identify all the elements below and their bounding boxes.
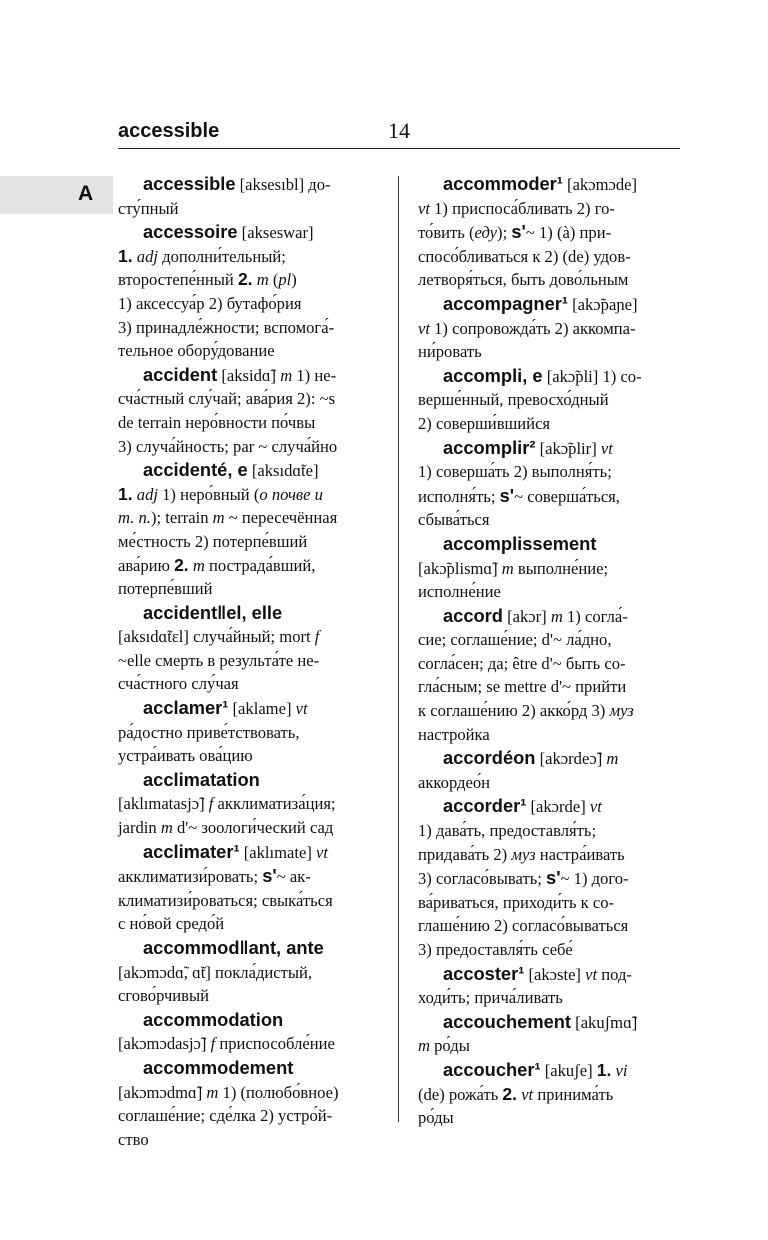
definition-text: дополни́тельный; <box>157 246 286 266</box>
definition-text: (de) рожа́ть <box>418 1084 503 1104</box>
definition-text: [aklımatasjɔ̃] <box>118 794 209 814</box>
sense-number: 2. <box>237 269 253 290</box>
definition-text: придава́ть 2) <box>418 844 512 864</box>
entry-text-line <box>418 819 682 843</box>
definition-text: [akɔmɔdmɑ̃] <box>118 1082 207 1102</box>
definition-text: потерпе́вший <box>118 579 213 599</box>
definition-text: ~ ак- <box>276 867 311 887</box>
page-number: 14 <box>388 118 410 143</box>
entry-text-line <box>418 1083 682 1107</box>
entry-headword-line <box>418 604 682 629</box>
thumb-index-letter: A <box>78 182 94 205</box>
headword: accordéon <box>443 747 536 769</box>
definition-text: сча́стного слу́чая <box>118 674 239 694</box>
definition-text: настройка <box>418 724 490 744</box>
entry-text-line <box>118 721 382 745</box>
entry-text-line <box>118 792 382 816</box>
entry-headword-line <box>418 532 682 557</box>
definition-text: пострада́вший, <box>204 555 316 575</box>
entry-text-line <box>418 580 682 604</box>
entry-text-line <box>418 986 682 1010</box>
entry-headword-line <box>118 601 382 626</box>
entry-headword-line <box>418 292 682 317</box>
definition-text: сту́пный <box>118 198 179 218</box>
definition-text: под- <box>597 964 632 984</box>
definition-text: ни́ровать <box>418 342 482 362</box>
headword: accoucher¹ <box>443 1058 541 1080</box>
grammar-label: f <box>314 627 320 647</box>
entry-text-line <box>418 388 682 412</box>
definition-text: ство <box>118 1129 149 1149</box>
definition-text: [akseswar] <box>237 223 314 243</box>
headword: accouchement <box>443 1010 572 1032</box>
definition-text: [aksıdɑ̃te] <box>247 461 319 481</box>
definition-text: 1) (полюбо́вное) <box>218 1082 339 1102</box>
definition-text: аккордео́н <box>418 772 491 792</box>
sense-number: 2. <box>502 1083 518 1104</box>
entry-text-line <box>418 340 682 364</box>
entry-text-line <box>118 316 382 340</box>
definition-text: климатизи́роваться; свыка́ться <box>118 890 333 910</box>
definition-text: второстепе́нный <box>118 270 238 290</box>
running-head <box>118 118 680 149</box>
entry-text-line <box>118 912 382 936</box>
entry-text-line <box>418 508 682 532</box>
definition-text: ходи́ть; прича́ливать <box>418 988 563 1008</box>
grammar-label: f <box>208 794 214 814</box>
entry-text-line <box>418 557 682 581</box>
grammar-label: m <box>206 1082 219 1102</box>
definition-text: сие; соглаше́ние; d'~ ла́дно, <box>418 630 612 650</box>
entry-text-line <box>418 723 682 747</box>
grammar-label: еду <box>474 223 498 243</box>
definition-text: ); <box>497 223 512 243</box>
entry-text-line <box>418 484 682 509</box>
definition-text: [akɔ̃paɲe] <box>567 294 638 314</box>
entry-text-line <box>418 891 682 915</box>
definition-text: летворя́ться, быть дово́льным <box>418 270 629 290</box>
entry-headword-line <box>118 1056 382 1081</box>
entry-headword-line <box>118 458 382 483</box>
headword: accommodation <box>143 1008 284 1030</box>
definition-text: [akɔmɔde] <box>562 175 638 194</box>
definition-text: ~elle смерть в результа́те не- <box>118 650 320 670</box>
definition-text: принима́ть <box>533 1084 614 1104</box>
grammar-label: f <box>210 1034 216 1054</box>
grammar-label: m <box>550 606 563 626</box>
headword: acclimater¹ <box>143 840 240 862</box>
definition-text: [akɔ̃plir] <box>535 438 601 458</box>
grammar-label: vt <box>585 964 598 984</box>
entry-text-line <box>118 864 382 889</box>
entry-text-line <box>418 460 682 484</box>
entry-text-line <box>118 1128 382 1152</box>
entry-text-line <box>118 483 382 507</box>
entry-text-line <box>418 197 682 221</box>
sense-number: 1. <box>118 483 133 504</box>
headword: accommoder¹ <box>443 173 563 194</box>
entry-headword-line <box>118 768 382 793</box>
entry-text-line <box>118 554 382 578</box>
grammar-label: о почве и <box>259 484 323 504</box>
sense-number: 1. <box>118 245 133 266</box>
headword: accompli, e <box>443 364 543 386</box>
grammar-label: vt <box>589 797 602 817</box>
entry-text-line <box>418 1034 682 1058</box>
headword: accessible <box>143 173 236 194</box>
definition-text: ва́риваться, приходи́ть к со- <box>418 892 615 912</box>
entry-text-line <box>418 1106 682 1130</box>
entry-text-line <box>118 1104 382 1128</box>
entry-headword-line <box>118 840 382 865</box>
entry-text-line <box>118 625 382 649</box>
entry-headword-line <box>418 436 682 461</box>
grammar-label: m <box>280 365 293 385</box>
headword: accident‖el, elle <box>143 601 283 623</box>
running-head-word: accessible <box>118 120 220 142</box>
grammar-label: vt <box>521 1084 534 1104</box>
definition-text: [akɔr] <box>502 606 551 626</box>
definition-text: исполня́ть; <box>418 486 500 506</box>
entry-text-line <box>118 649 382 673</box>
grammar-label: vt <box>295 699 308 719</box>
definition-text: [akuʃmɑ̃] <box>571 1012 638 1032</box>
definition-text: 1) согла́- <box>562 606 628 626</box>
definition-text: то́вить ( <box>418 223 475 243</box>
definition-text: [akɔ̃pli] 1) со- <box>542 366 642 386</box>
definition-text: согла́сен; да; être d'~ быть со- <box>418 653 626 673</box>
entry-text-line <box>118 672 382 696</box>
grammar-label: m <box>606 749 619 769</box>
entry-text-line <box>118 435 382 459</box>
definition-text: настра́ивать <box>535 844 625 864</box>
headword: accord <box>443 604 503 626</box>
definition-text: ( <box>268 270 279 290</box>
grammar-label: vt <box>418 198 430 218</box>
headword: accommod‖ant, ante <box>143 937 324 958</box>
definition-text: [akuʃe] <box>540 1060 597 1080</box>
sense-number: 2. <box>174 554 189 575</box>
definition-text: [akɔmɔdasjɔ̃] <box>118 1034 211 1054</box>
grammar-label: m <box>192 555 205 575</box>
definition-text: ) <box>291 270 297 290</box>
entry-headword-line <box>418 364 682 389</box>
headword: acclamer¹ <box>143 697 229 719</box>
definition-text: ~ пересечённая <box>224 508 338 528</box>
definition-text: спосо́бливаться к 2) (de) удов- <box>418 246 631 266</box>
definition-text: устра́ивать ова́цию <box>118 746 253 766</box>
entry-text-line <box>118 816 382 840</box>
entry-text-line <box>418 675 682 699</box>
definition-text: 1) соверша́ть 2) выполня́ть; <box>418 462 612 482</box>
grammar-label: vt <box>316 842 329 862</box>
definition-text: акклиматизи́ровать; <box>118 867 263 887</box>
definition-text: исполне́ние <box>418 582 501 602</box>
grammar-label: vt <box>418 318 430 338</box>
entry-text-line <box>418 771 682 795</box>
definition-text: d'~ зоологи́ческий сад <box>172 818 334 838</box>
definition-text: [akɔrde] <box>526 797 590 817</box>
definition-text: [aksıdɑ̃tɛl] случа́йный; mort <box>118 627 315 647</box>
headword: s' <box>546 867 561 889</box>
grammar-label: vi <box>615 1060 628 1080</box>
definition-text: ~ 1) дого- <box>560 869 629 889</box>
definition-text: [akɔrdeɔ̃] <box>535 749 607 769</box>
left-column <box>118 172 382 1151</box>
definition-text: с но́вой средо́й <box>118 914 225 934</box>
definition-text: [akɔmɔdɑ̃, ɑ̃t] покла́дистый, <box>118 962 313 982</box>
entry-text-line <box>118 1081 382 1105</box>
definition-text: ); terrain <box>150 508 213 528</box>
entry-text-line <box>418 317 682 341</box>
definition-text: сбыва́ться <box>418 510 490 530</box>
grammar-label: m <box>418 1036 430 1056</box>
definition-text: 3) принадле́жности; вспомога́- <box>118 317 335 337</box>
definition-text: 1) неро́вный ( <box>157 484 260 504</box>
entry-text-line <box>418 914 682 938</box>
grammar-label: m <box>256 270 269 290</box>
definition-text: 1) сопровожда́ть 2) аккомпа- <box>429 318 636 338</box>
grammar-label: муз <box>511 844 536 864</box>
entry-text-line <box>118 577 382 601</box>
definition-text: к соглаше́нию 2) акко́рд 3) <box>418 701 610 721</box>
definition-text: 3) случа́йность; par ~ случа́йно <box>118 436 338 456</box>
grammar-label: m <box>212 508 225 528</box>
definition-text: сча́стный слу́чай; ава́рия 2): ~s <box>118 389 336 409</box>
entry-headword-line <box>118 936 382 961</box>
definition-text: тельное обору́дование <box>118 341 275 361</box>
definition-text: сгово́рчивый <box>118 986 210 1006</box>
definition-text: 1) аксессуа́р 2) бутафо́рия <box>118 293 302 313</box>
entry-text-line <box>418 866 682 891</box>
grammar-label: m <box>501 558 514 578</box>
entry-text-line <box>118 1032 382 1056</box>
headword: accompagner¹ <box>443 292 568 314</box>
entry-headword-line <box>418 1058 682 1083</box>
definition-text: 1) приспоса́бливать 2) го- <box>429 198 615 218</box>
entry-text-line <box>118 530 382 554</box>
headword: accomplir² <box>443 436 536 458</box>
grammar-label: m <box>160 818 173 838</box>
headword: acclimatation <box>143 768 260 790</box>
definition-text: глаше́нию 2) согласо́вываться <box>418 916 629 936</box>
definition-text: соглаше́ние; сде́лка 2) устро́й- <box>118 1106 333 1126</box>
right-column <box>418 172 682 1130</box>
definition-text: ава́рию <box>118 555 175 575</box>
entry-text-line <box>418 412 682 436</box>
grammar-label: adj <box>136 246 158 266</box>
entry-text-line <box>418 268 682 292</box>
column-divider <box>398 176 399 1122</box>
definition-text: 2) соверши́вшийся <box>418 413 551 433</box>
definition-text: 1) дава́ть, предоставля́ть; <box>418 821 597 841</box>
definition-text: ~ соверша́ться, <box>514 486 620 506</box>
definition-text: [akɔste] <box>524 964 586 984</box>
entry-headword-line <box>418 794 682 819</box>
definition-text: ро́ды <box>429 1036 470 1056</box>
entry-headword-line <box>418 746 682 771</box>
sense-number: 1. <box>596 1059 612 1080</box>
definition-text: ра́достно приве́тствовать, <box>118 722 300 742</box>
grammar-label: vt <box>600 438 613 458</box>
definition-text: приспособле́ние <box>215 1034 335 1054</box>
entry-headword-line <box>418 172 682 197</box>
thumb-index-tab <box>0 176 113 214</box>
entry-text-line <box>118 744 382 768</box>
definition-text: [aksidɑ̃] <box>217 365 281 385</box>
entry-text-line <box>118 889 382 913</box>
definition-text: [aksesıbl] до- <box>235 175 331 194</box>
entry-text-line <box>118 245 382 269</box>
definition-text: 3) согласо́вывать; <box>418 869 547 889</box>
entry-text-line <box>418 628 682 652</box>
entry-text-line <box>418 245 682 269</box>
headword: s' <box>499 484 515 506</box>
entry-headword-line <box>418 1010 682 1035</box>
entry-headword-line <box>118 220 382 245</box>
entry-text-line <box>118 411 382 435</box>
grammar-label: adj <box>136 484 158 504</box>
definition-text: [aklımate] <box>239 842 317 862</box>
entry-headword-line <box>118 363 382 388</box>
entry-text-line <box>118 339 382 363</box>
definition-text: гла́сным; se mettre d'~ прийти <box>418 677 627 697</box>
entry-text-line <box>118 197 382 221</box>
entry-headword-line <box>418 962 682 987</box>
definition-text: выполне́ние; <box>513 558 609 578</box>
entry-headword-line <box>118 696 382 721</box>
headword: accident <box>143 363 218 385</box>
entry-text-line <box>118 387 382 411</box>
grammar-label: pl <box>278 270 292 290</box>
entry-text-line <box>418 652 682 676</box>
headword: accessoire <box>143 221 238 243</box>
headword: s' <box>262 865 277 887</box>
definition-text: [akɔ̃plismɑ̃] <box>418 558 502 578</box>
entry-text-line <box>118 268 382 292</box>
definition-text: de terrain неро́вности по́чвы <box>118 412 316 432</box>
headword: accommodement <box>143 1056 294 1078</box>
entry-text-line <box>118 506 382 530</box>
definition-text: ме́стность 2) потерпе́вший <box>118 531 308 551</box>
definition-text: [aklame] <box>228 699 296 719</box>
headword: accidenté, e <box>143 459 248 481</box>
definition-text: верше́нный, превосхо́дный <box>418 390 609 410</box>
definition-text: jardin <box>118 818 161 838</box>
definition-text: 3) предоставля́ть себе́ <box>418 940 573 959</box>
entry-headword-line <box>118 1008 382 1033</box>
entry-text-line <box>418 699 682 723</box>
entry-text-line <box>118 292 382 316</box>
definition-text: ро́ды <box>418 1108 454 1128</box>
definition-text: 1) не- <box>292 365 337 385</box>
entry-text-line <box>418 220 682 245</box>
entry-headword-line <box>118 172 382 197</box>
entry-text-line <box>418 843 682 867</box>
grammar-label: т. п. <box>118 508 151 528</box>
grammar-label: муз <box>609 701 634 721</box>
headword: s' <box>511 221 526 243</box>
headword: accomplissement <box>443 532 597 554</box>
entry-text-line <box>118 984 382 1008</box>
entry-text-line <box>118 961 382 985</box>
headword: accoster¹ <box>443 962 525 984</box>
definition-text: акклиматиза́ция; <box>213 794 336 814</box>
entry-text-line <box>418 938 682 962</box>
headword: accorder¹ <box>443 795 527 817</box>
definition-text: ~ 1) (à) при- <box>525 223 612 243</box>
